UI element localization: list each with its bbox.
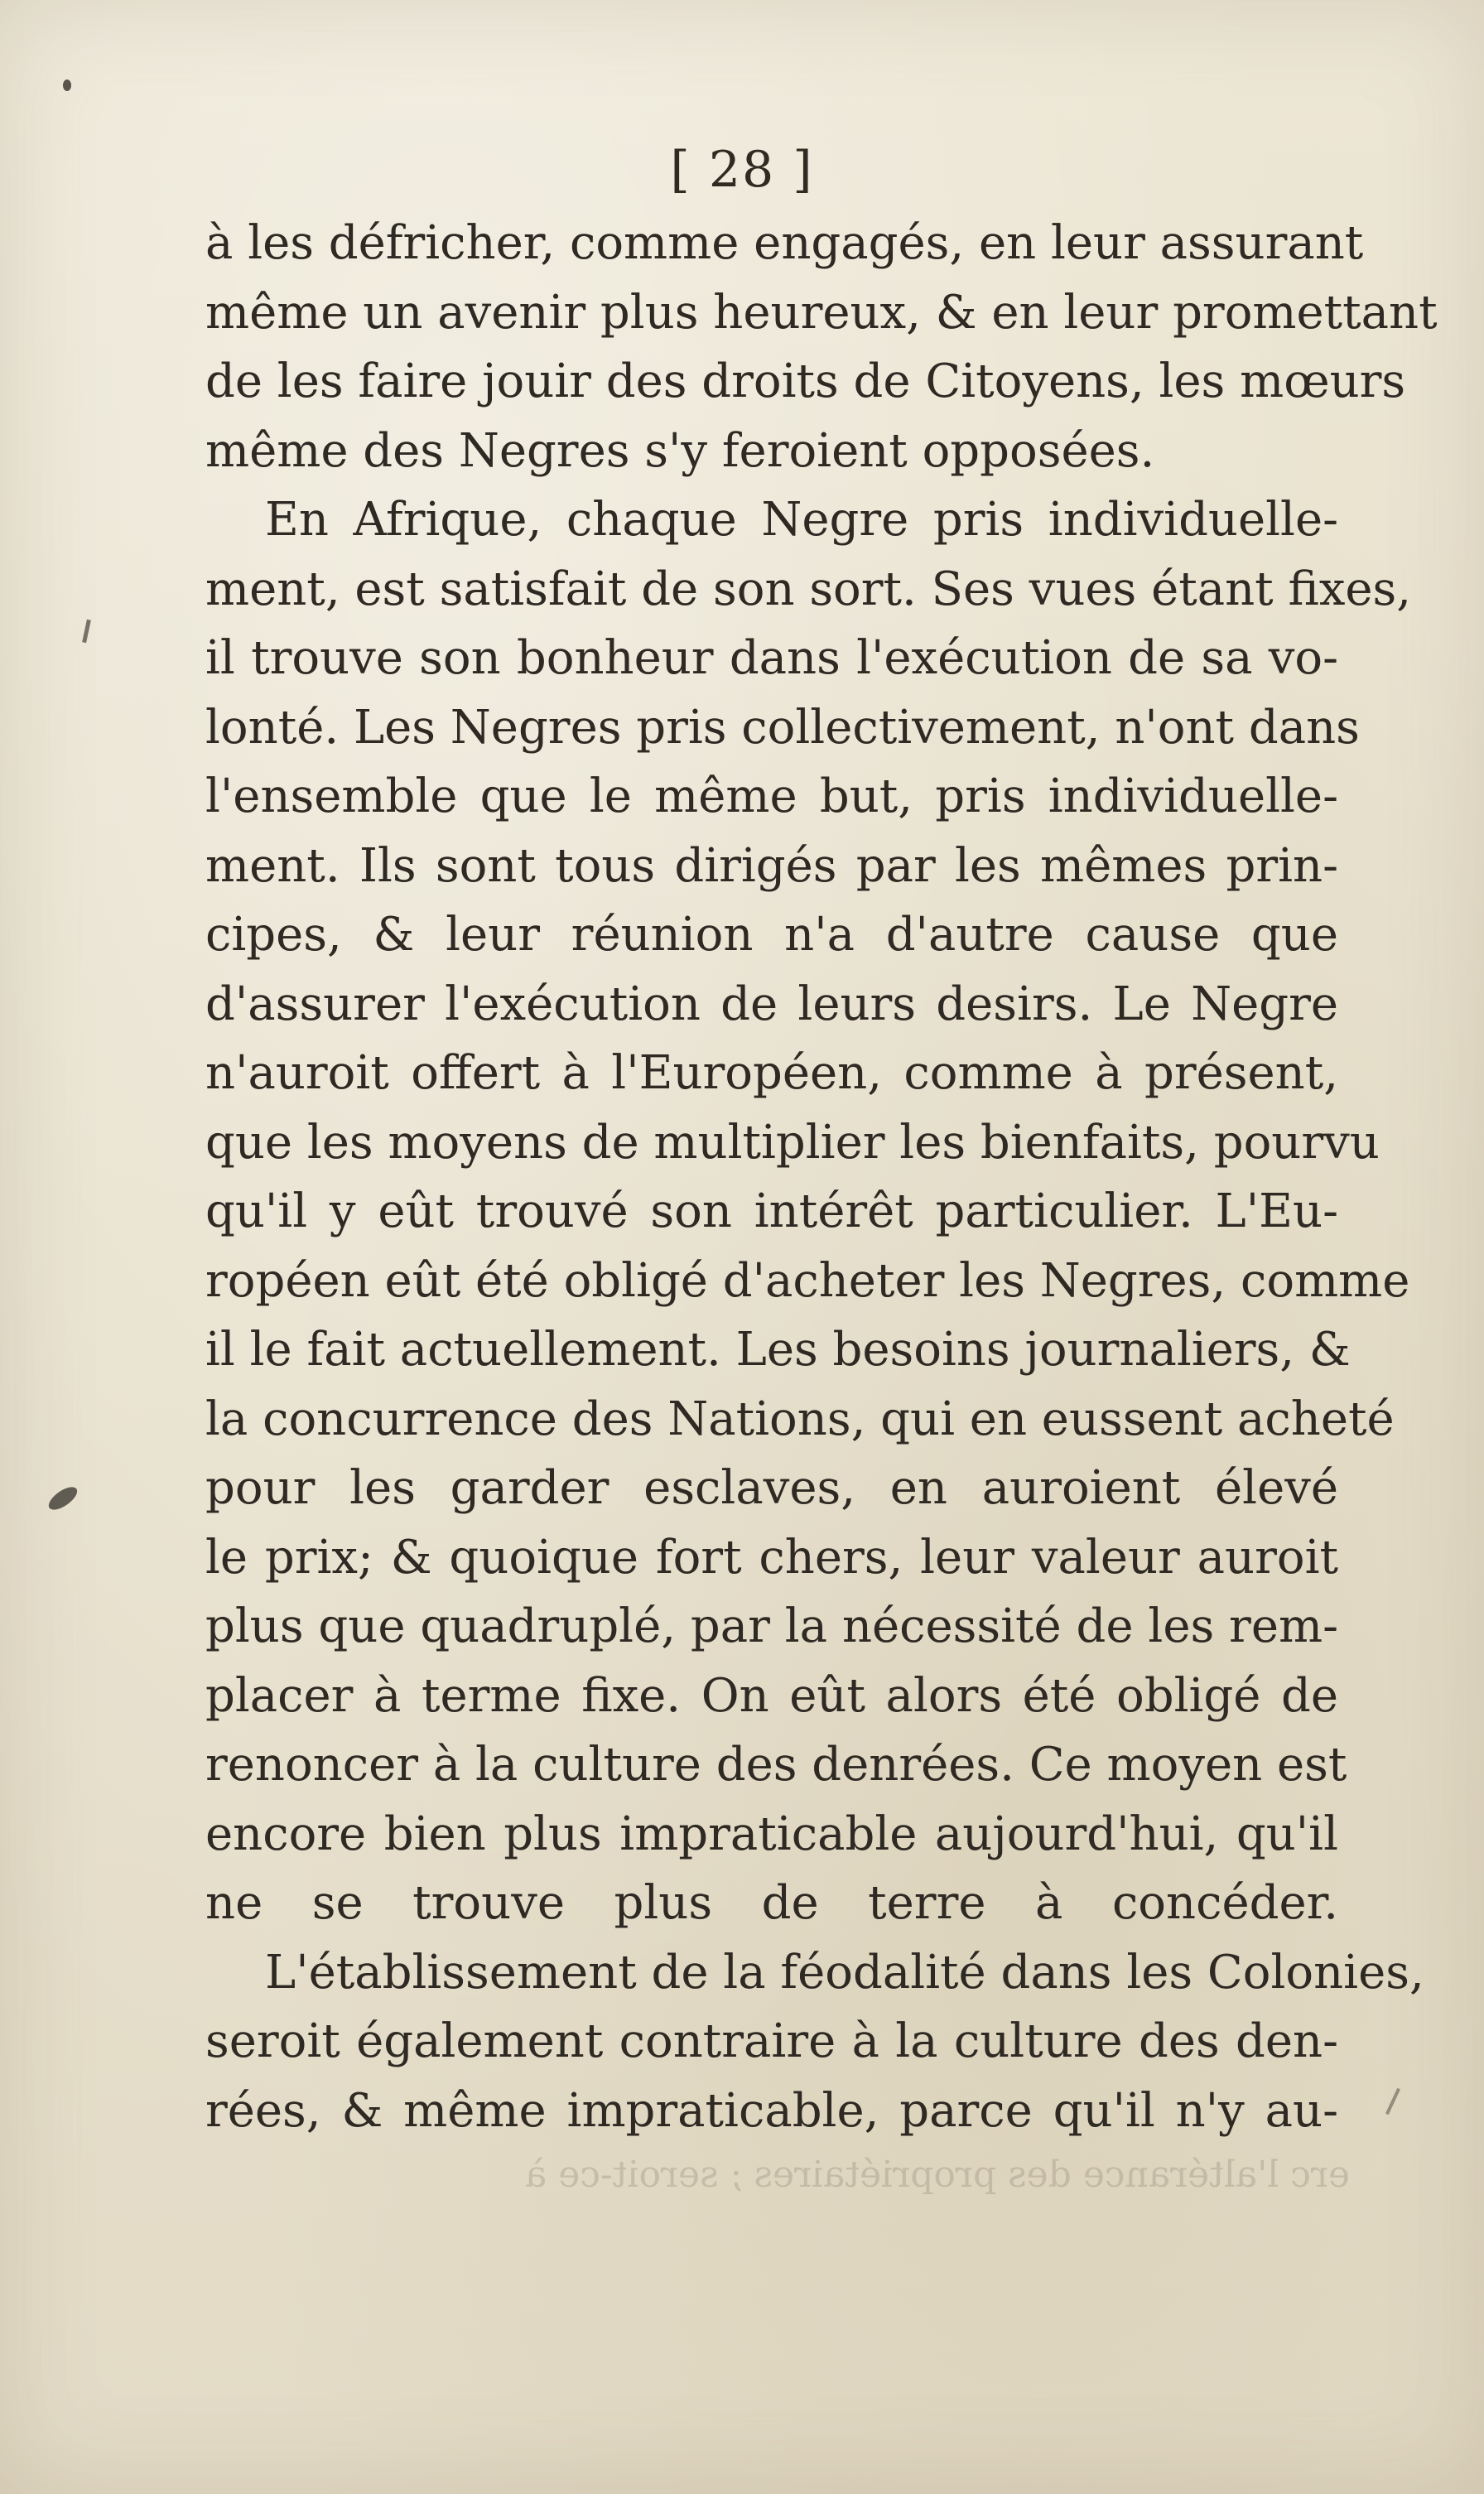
text-line: ment. Ils sont tous dirigés par les mêmes prin-	[205, 838, 1338, 893]
text-line: plus que quadruplé, par la nécessité de les rem-	[205, 1599, 1338, 1653]
bleed-through-text: erc l'altérance des propriétaires ; seroit-ce à	[524, 2154, 1350, 2196]
text-line: il trouve son bonheur dans l'exécution de sa vo-	[205, 631, 1338, 685]
body-text	[205, 209, 1438, 2145]
text-line: même un avenir plus heureux, & en leur promettant	[205, 285, 1438, 340]
text-line: ment, est satisfait de son sort. Ses vues étant fixes,	[205, 562, 1412, 616]
text-line: qu'il y eût trouvé son intérêt particulier. L'Eu-	[205, 1184, 1338, 1238]
margin-ink-blot	[45, 1483, 80, 1514]
text-line: il le fait actuellement. Les besoins journaliers, &	[205, 1323, 1351, 1377]
margin-tick-mark	[82, 620, 91, 643]
text-line: encore bien plus impraticable aujourd'hui, qu'il	[205, 1807, 1338, 1861]
text-line: même des Negres s'y feroient opposées.	[205, 423, 1155, 478]
text-line: que les moyens de multiplier les bienfaits, pourvu	[205, 1115, 1380, 1170]
text-line: à les défricher, comme engagés, en leur assurant	[205, 216, 1364, 270]
text-line: seroit également contraire à la culture des den-	[205, 2014, 1338, 2068]
text-line: placer à terme fixe. On eût alors été obligé de	[205, 1668, 1338, 1723]
text-line: la concurrence des Nations, qui en eussent acheté	[205, 1392, 1395, 1446]
text-line: le prix; & quoique fort chers, leur valeur auroit	[205, 1530, 1338, 1585]
text-line: lonté. Les Negres pris collectivement, n'ont dans	[205, 700, 1360, 755]
text-line: l'ensemble que le même but, pris individuelle-	[205, 769, 1338, 823]
ink-dot-mark	[63, 80, 71, 91]
text-line: cipes, & leur réunion n'a d'autre cause que	[205, 908, 1338, 962]
text-line: pour les garder esclaves, en auroient élevé	[205, 1461, 1338, 1515]
text-line: En Afrique, chaque Negre pris individuelle-	[265, 493, 1338, 547]
text-line: d'assurer l'exécution de leurs desirs. Le Negre	[205, 977, 1338, 1031]
text-line: ne se trouve plus de terre à concéder.	[205, 1876, 1338, 1930]
text-line: ropéen eût été obligé d'acheter les Negres, comme	[205, 1253, 1410, 1308]
text-line: rées, & même impraticable, parce qu'il n'y au-	[205, 2083, 1338, 2138]
text-line: renoncer à la culture des denrées. Ce moyen est	[205, 1738, 1347, 1792]
text-line: de les faire jouir des droits de Citoyens, les mœurs	[205, 355, 1406, 408]
text-line: L'établissement de la féodalité dans les Colonies,	[265, 1945, 1424, 2000]
page-number: [ 28 ]	[670, 141, 814, 199]
text-line: n'auroit offert à l'Européen, comme à présent,	[205, 1046, 1338, 1100]
margin-slash-mark	[1385, 2088, 1400, 2115]
